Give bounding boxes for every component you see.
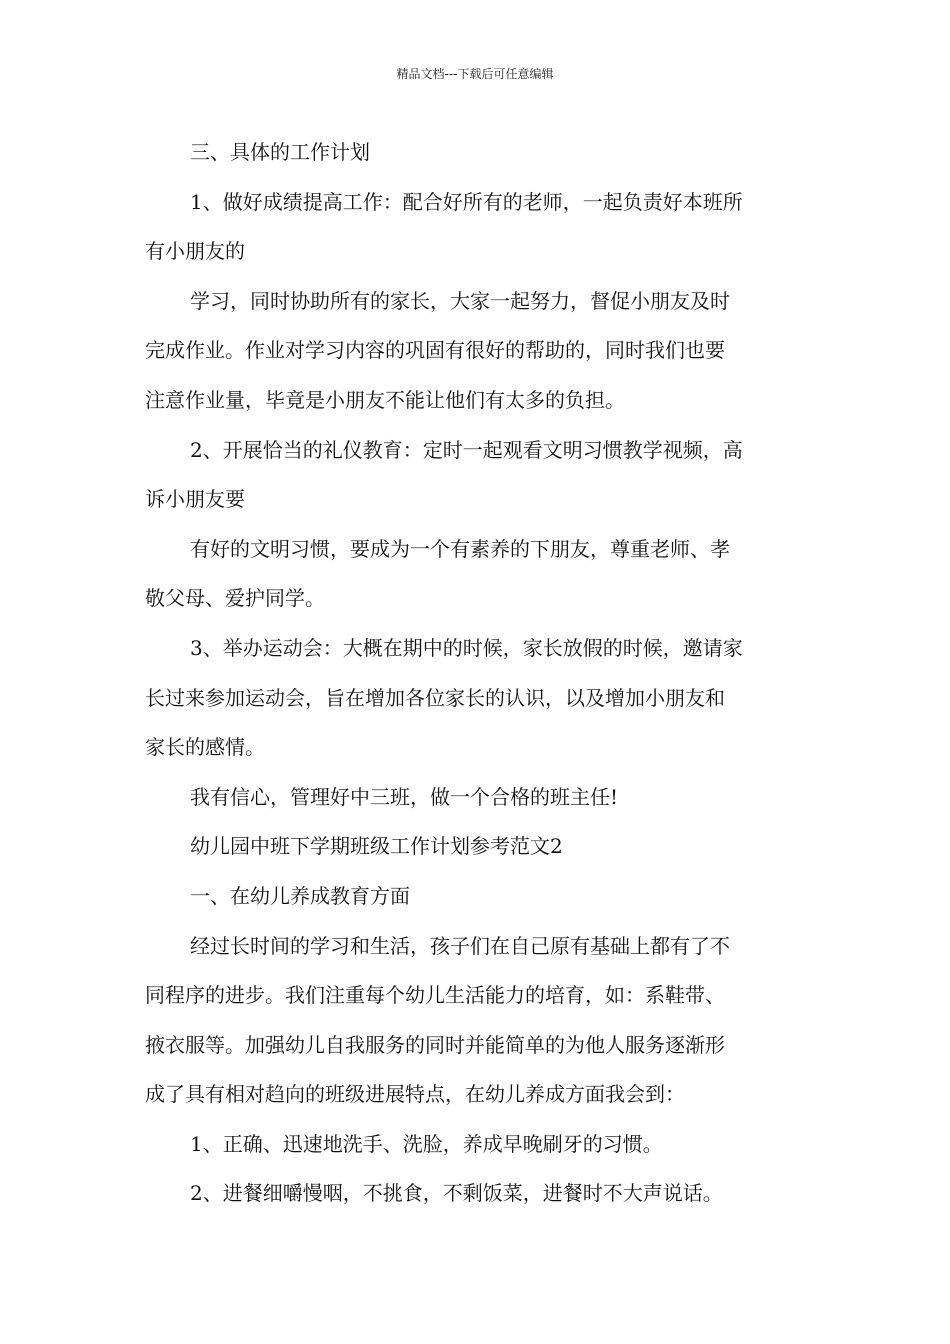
paragraph-line: 3、举办运动会：大概在期中的时候，家长放假的时候，邀请家 (190, 635, 743, 660)
paragraph-line: 学习，同时协助所有的家长，大家一起努力，督促小朋友及时 (190, 288, 730, 313)
paragraph-line: 家长的感情。 (145, 735, 265, 760)
paragraph-line: 我有信心，管理好中三班，做一个合格的班主任! (190, 784, 619, 809)
paragraph-line: 成了具有相对趋向的班级进展特点，在幼儿养成方面我会到： (145, 1082, 685, 1107)
section-heading: 三、具体的工作计划 (190, 140, 370, 164)
paragraph-line: 同程序的进步。我们注重每个幼儿生活能力的培育，如：系鞋带、 (145, 983, 725, 1008)
paragraph-line: 敬父母、爱护同学。 (145, 586, 325, 611)
page-header: 精品文档---下载后可任意编辑 (396, 67, 554, 81)
section-heading: 一、在幼儿养成教育方面 (190, 883, 410, 908)
paragraph-line: 有小朋友的 (145, 239, 245, 264)
paragraph-line: 完成作业。作业对学习内容的巩固有很好的帮助的，同时我们也要 (145, 338, 725, 363)
list-item: 1、正确、迅速地洗手、洗脸，养成早晚刷牙的习惯。 (190, 1131, 663, 1156)
paragraph-line: 有好的文明习惯，要成为一个有素养的下朋友，尊重老师、孝 (190, 536, 730, 561)
paragraph-line: 经过长时间的学习和生活，孩子们在自己原有基础上都有了不 (190, 933, 730, 958)
paragraph-line: 长过来参加运动会，旨在增加各位家长的认识，以及增加小朋友和 (145, 685, 725, 710)
article-title: 幼儿园中班下学期班级工作计划参考范文2 (190, 834, 563, 859)
document-body (145, 128, 807, 1219)
paragraph-line: 2、开展恰当的礼仪教育：定时一起观看文明习惯教学视频，高 (190, 437, 743, 462)
paragraph-line: 1、做好成绩提高工作：配合好所有的老师，一起负责好本班所 (190, 189, 743, 214)
list-item: 2、进餐细嚼慢咽，不挑食，不剩饭菜，进餐时不大声说话。 (190, 1181, 723, 1206)
paragraph-line: 注意作业量，毕竟是小朋友不能让他们有太多的负担。 (145, 387, 625, 412)
paragraph-line: 掖衣服等。加强幼儿自我服务的同时并能简单的为他人服务逐渐形 (145, 1032, 725, 1057)
paragraph-line: 诉小朋友要 (145, 487, 245, 512)
